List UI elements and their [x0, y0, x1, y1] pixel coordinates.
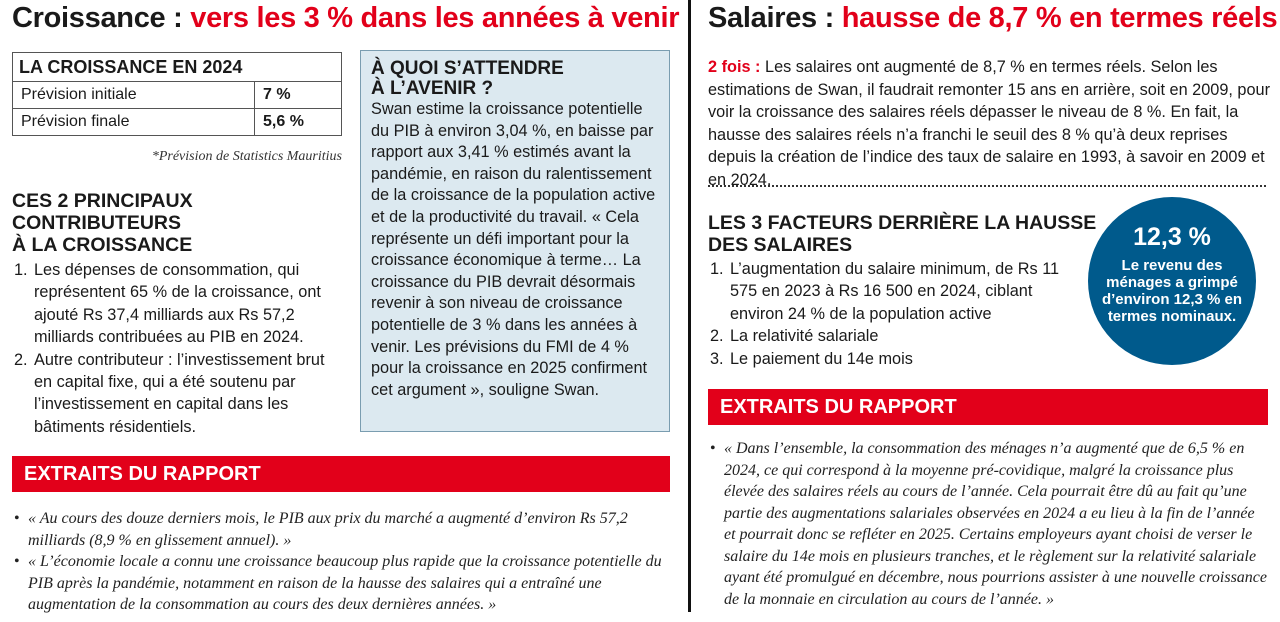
circle-caption: Le revenu des ménages a grimpé d’environ 12,3 % en termes nominaux.: [1101, 257, 1243, 325]
list-item-number: 2.: [14, 350, 28, 369]
left-headline-red: vers les 3 % dans les années à venir: [190, 2, 680, 34]
right-headline-black: Salaires :: [708, 2, 834, 34]
list-item-number: 3.: [710, 349, 724, 368]
right-headline: [708, 0, 1277, 36]
list-item-number: 1.: [14, 261, 28, 279]
list-item: [14, 259, 336, 349]
factors-heading-line: LES 3 FACTEURS DERRIÈRE LA HAUSSE: [708, 212, 1097, 234]
list-item: [14, 349, 336, 439]
table-row: [13, 82, 342, 109]
left-extracts-quotes: [12, 508, 672, 616]
quote-item: [708, 438, 1270, 610]
contributors-list: [14, 259, 336, 438]
circle-big-value: 12,3 %: [1133, 223, 1211, 251]
table-footnote: *Prévision de Statistics Mauritius: [151, 149, 342, 164]
factors-list: [710, 258, 1062, 370]
table-cell-value: 7 %: [255, 82, 342, 109]
list-item: [710, 325, 1062, 347]
outlook-body: Swan estime la croissance potentielle du PIB à environ 3,04 %, en baisse par rapport aux 3,41 % estimés avant la pandémie, en raison du ralentissement de la croissance de la population active et de la productivité du travail. « Cela représente un défi important pour la croissance économique à terme… La croissance du PIB devrait désormais revenir à son niveau de croissance potentielle de 3 % dans les années à venir. Les prévisions du FMI de 4 % pour la croissance en 2025 confirment cet argument », souligne Swan.: [371, 100, 656, 399]
factors-heading-line: DES SALAIRES: [708, 234, 853, 256]
left-headline: [12, 0, 679, 36]
left-extracts-header: EXTRAITS DU RAPPORT: [12, 456, 670, 492]
list-item: [710, 348, 1062, 370]
list-item-text: Le paiement du 14e mois: [730, 349, 913, 368]
outlook-box: [360, 50, 670, 432]
table-cell-value: 5,6 %: [255, 109, 342, 136]
income-circle-badge: [1088, 197, 1256, 365]
left-headline-black: Croissance :: [12, 2, 183, 34]
salary-intro-text: Les salaires ont augmenté de 8,7 % en termes réels. Selon les estimations de Swan, il faudrait remonter 15 ans en arrière, soit en 2009, pour voir la croissance des salaires réels dépasser le niveau de 8 %. En fait, la hausse des salaires réels n’a franchi le seuil des 8 % qu’à deux reprises depuis la création de l’indice des taux de salaire en 1993, à savoir en 2009 et en 2024.: [708, 58, 1271, 189]
bullet: •: [14, 510, 20, 527]
outlook-title: [371, 59, 659, 99]
list-item-number: 1.: [710, 260, 724, 278]
list-item-text: Les dépenses de consommation, qui représentent 65 % de la croissance, ont ajouté Rs 37,4 milliards aux Rs 57,2 milliards contribuées au PIB en 2024.: [34, 261, 321, 347]
table-cell-label: Prévision initiale: [13, 82, 255, 109]
contributors-heading: [12, 190, 342, 256]
bullet: •: [14, 553, 20, 570]
list-item-text: Autre contributeur : l’investissement brut en capital fixe, qui a été soutenu par l’investissement en capital dans les bâtiments résidentiels.: [34, 350, 325, 436]
salary-intro-lead: 2 fois :: [708, 58, 761, 76]
contributors-heading-line: CES 2 PRINCIPAUX: [12, 190, 193, 212]
list-item-text: La relativité salariale: [730, 327, 879, 346]
growth-table-title: LA CROISSANCE EN 2024: [13, 53, 342, 82]
quote-item: [12, 551, 672, 616]
growth-table: [12, 52, 342, 136]
column-divider: [688, 0, 691, 612]
quote-text: « L’économie locale a connu une croissance beaucoup plus rapide que la croissance potentielle du PIB après la pandémie, notamment en raison de la hausse des salaires qui a entraîné une augmentation de la consommation au cours des deux dernières années. »: [28, 553, 662, 613]
list-item-text: L’augmentation du salaire minimum, de Rs 11 575 en 2023 à Rs 16 500 en 2024, ciblant environ 24 % de la population active: [730, 260, 1060, 323]
table-cell-label: Prévision finale: [13, 109, 255, 136]
list-item: [710, 258, 1062, 325]
quote-text: « Dans l’ensemble, la consommation des ménages n’a augmenté que de 6,5 % en 2024, ce qui correspond à la moyenne pré-covidique, malgré la croissance plus élevée des salaires réels au cours de l’année. Cela pourrait être dû au fait qu’une partie des augmentations salariales observées en 2024 a eu lieu à la fin de l’année et pourrait donc se refléter en 2025. Certains employeurs ayant choisi de verser le salaire du 14e mois en plusieurs tranches, et le règlement sur la relativité salariale ayant été promulgué en décembre, nous pourrions assister à une nouvelle croissance de la monnaie en circulation au cours de l’année. »: [724, 440, 1268, 608]
quote-item: [12, 508, 672, 551]
list-item-number: 2.: [710, 327, 724, 346]
right-headline-red: hausse de 8,7 % en termes réels: [841, 2, 1278, 34]
factors-heading: [708, 212, 1108, 256]
right-extracts-quotes: [708, 438, 1270, 610]
outlook-title-line: À QUOI S’ATTENDRE: [371, 58, 564, 79]
right-extracts-header: EXTRAITS DU RAPPORT: [708, 389, 1268, 425]
contributors-heading-line: À LA CROISSANCE: [12, 234, 193, 256]
quote-text: « Au cours des douze derniers mois, le PIB aux prix du marché a augmenté d’environ Rs 57,2 milliards (8,9 % en glissement annuel). »: [28, 510, 628, 549]
outlook-title-line: À L’AVENIR ?: [371, 78, 494, 99]
contributors-heading-line: CONTRIBUTEURS: [12, 212, 181, 234]
table-row: [13, 109, 342, 136]
salary-intro: [708, 56, 1270, 191]
bullet: •: [710, 440, 716, 457]
dotted-divider: [708, 185, 1266, 187]
